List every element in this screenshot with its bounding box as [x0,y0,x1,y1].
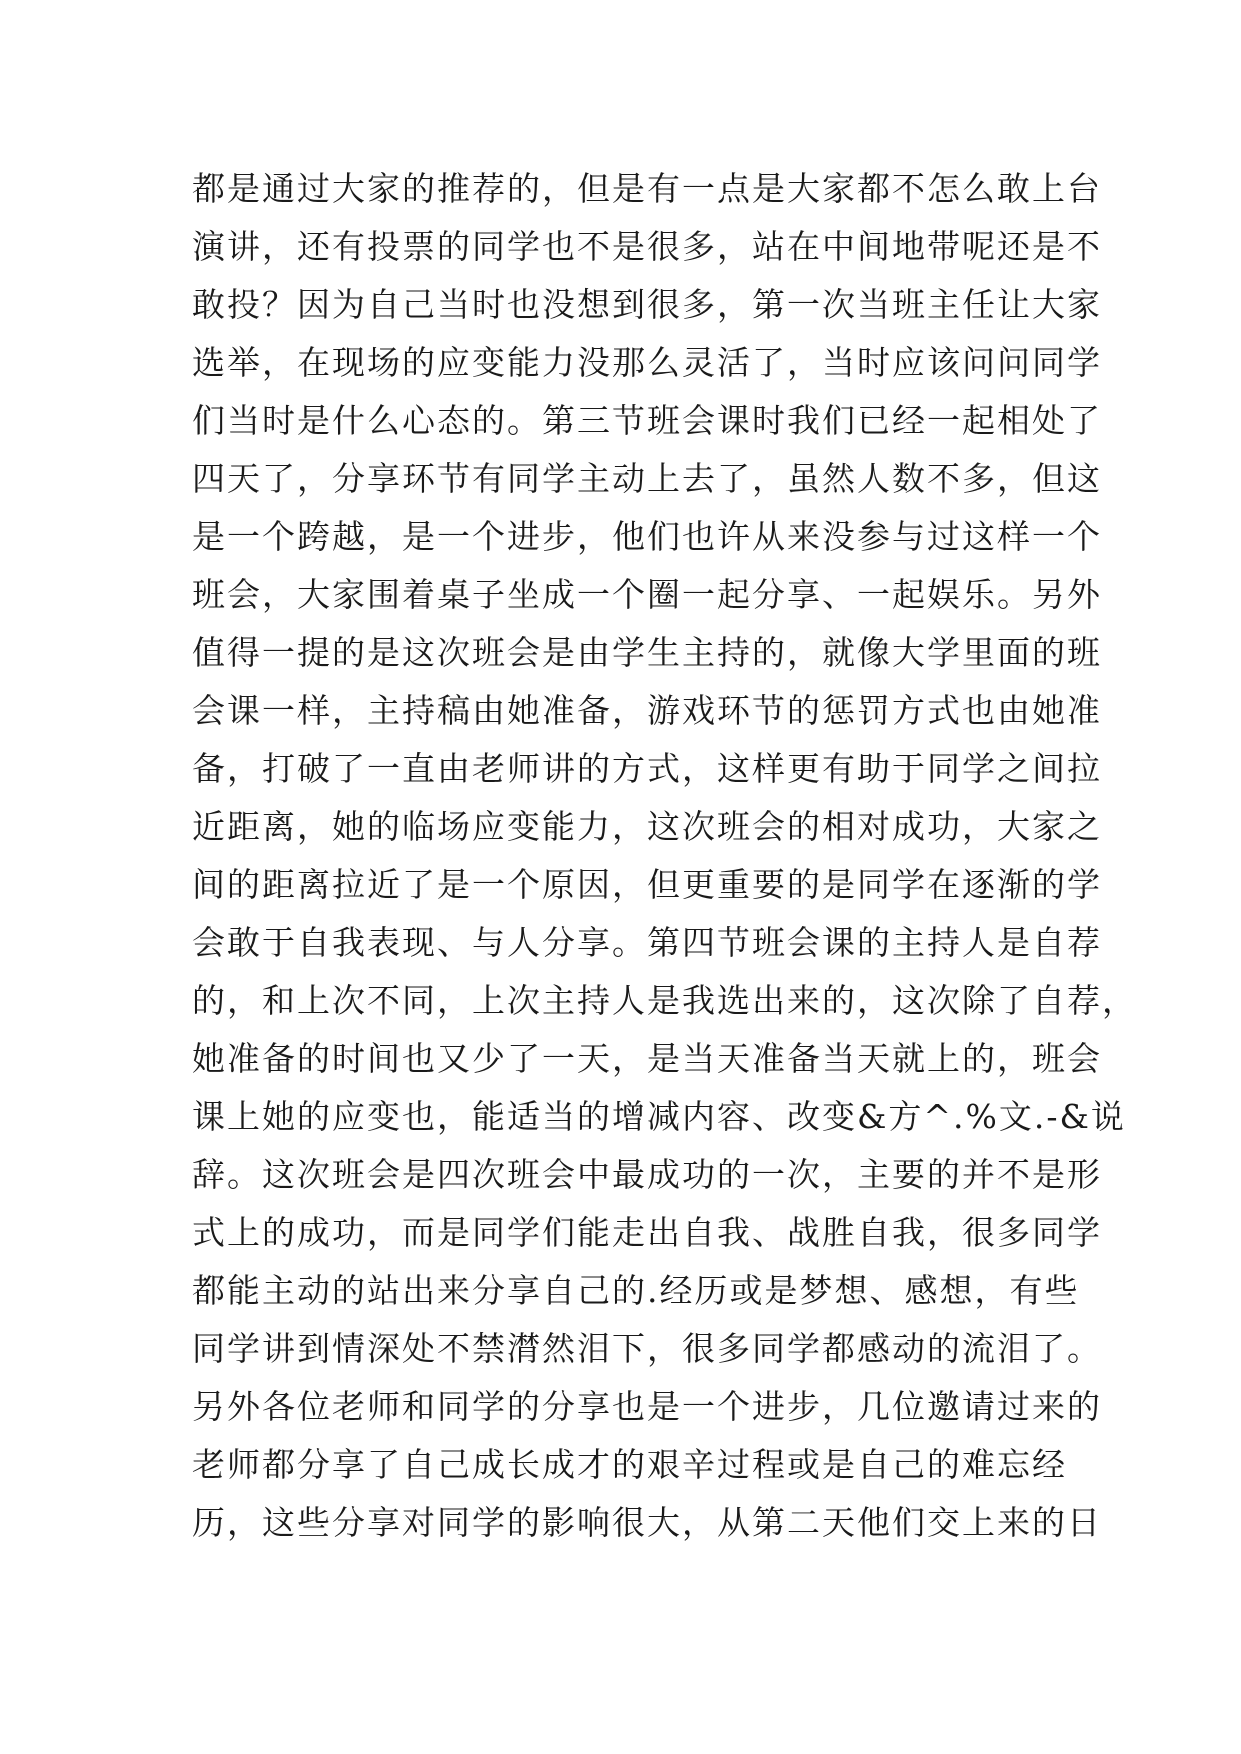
text-line: 同学讲到情深处不禁潸然泪下，很多同学都感动的流泪了。 [192,1329,1102,1368]
text-line: 敢投？因为自己当时也没想到很多，第一次当班主任让大家 [192,285,1102,324]
text-line: 辞。这次班会是四次班会中最成功的一次，主要的并不是形 [192,1155,1102,1194]
text-line: 近距离，她的临场应变能力，这次班会的相对成功，大家之 [192,807,1102,846]
text-line: 备，打破了一直由老师讲的方式，这样更有助于同学之间拉 [192,749,1102,788]
text-line: 会课一样，主持稿由她准备，游戏环节的惩罚方式也由她准 [192,691,1102,730]
body-text [192,160,1137,1552]
text-line: 们当时是什么心态的。第三节班会课时我们已经一起相处了 [192,401,1102,440]
text-line: 历，这些分享对同学的影响很大，从第二天他们交上来的日 [192,1503,1102,1542]
text-line: 间的距离拉近了是一个原因，但更重要的是同学在逐渐的学 [192,865,1102,904]
text-line: 课上她的应变也，能适当的增减内容、改变&方^.%文.-&说 [192,1097,1126,1136]
text-line: 都能主动的站出来分享自己的.经历或是梦想、感想，有些 [192,1271,1080,1310]
text-line: 她准备的时间也又少了一天，是当天准备当天就上的，班会 [192,1039,1102,1078]
text-line: 值得一提的是这次班会是由学生主持的，就像大学里面的班 [192,633,1102,672]
text-line: 式上的成功，而是同学们能走出自我、战胜自我，很多同学 [192,1213,1102,1252]
text-line: 四天了，分享环节有同学主动上去了，虽然人数不多，但这 [192,459,1102,498]
text-line: 班会，大家围着桌子坐成一个圈一起分享、一起娱乐。另外 [192,575,1102,614]
text-line: 会敢于自我表现、与人分享。第四节班会课的主持人是自荐 [192,923,1102,962]
text-line: 的，和上次不同，上次主持人是我选出来的，这次除了自荐， [192,981,1137,1020]
text-line: 老师都分享了自己成长成才的艰辛过程或是自己的难忘经 [192,1445,1067,1484]
text-line: 是一个跨越，是一个进步，他们也许从来没参与过这样一个 [192,517,1102,556]
text-line: 选举，在现场的应变能力没那么灵活了，当时应该问问同学 [192,343,1102,382]
text-line: 另外各位老师和同学的分享也是一个进步，几位邀请过来的 [192,1387,1102,1426]
text-line: 都是通过大家的推荐的，但是有一点是大家都不怎么敢上台 [192,169,1102,208]
text-line: 演讲，还有投票的同学也不是很多，站在中间地带呢还是不 [192,227,1102,266]
